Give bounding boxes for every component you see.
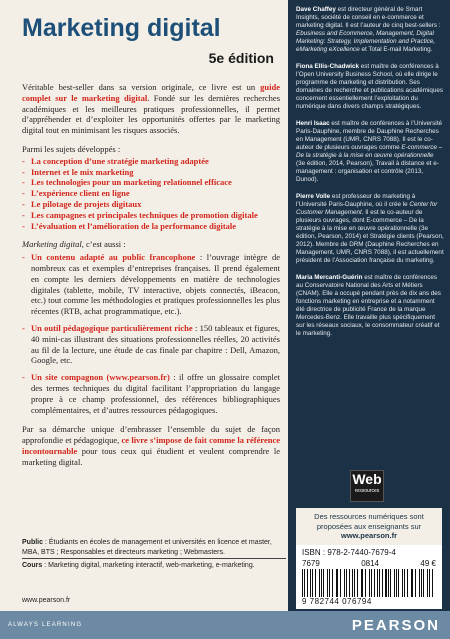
barcode-stripe [412, 569, 413, 597]
description [22, 82, 280, 476]
author-bio: Henri Isaac est maître de conférences à l’Université Paris-Dauphine, membre de Dauphine Recherches en Management (UMR, CNRS 7088). Il est le co-auteur de plusieurs ouvrages comme E-commerce – De la stratégie à la mise en œuvre opérationnelle (3e édition, 2014, Pearson), Travail à distance et e-management : organisation et contrôle (2013, Dunod). [296, 120, 443, 183]
cours-line: Cours : Marketing digital, marketing interactif, web-marketing, e-marketing. [22, 562, 255, 569]
author-name: Pierre Volle [296, 193, 331, 200]
book-title: Marketing digital [22, 14, 221, 42]
barcode-icon [302, 569, 436, 597]
barcode-stripe [374, 569, 375, 597]
intro-paragraph: Véritable best-seller dans sa version originale, ce livre est un guide complet sur le marketing digital. Fondé sur les dernières recherches académiques et les meilleures pratiques professionnelles, il permet d’appréhender et d’exploiter les opportunités offertes par le marketing digital tout en minimisant les risques associés. [22, 82, 281, 136]
barcode-stripe [336, 569, 337, 597]
feature-item: - Un site compagnon (www.pearson.fr) : il offre un glossaire complet des termes techniques du digital facilitant l’appropriation du langage propre à ce champ professionnel, des références bibliographiques complémentaires, et d’autres ressources pédagogiques. [22, 372, 280, 415]
author-name: Dave Chaffey [296, 6, 336, 13]
barcode-area [296, 545, 442, 609]
authors-panel [288, 0, 450, 611]
footer-tagline: ALWAYS LEARNING [8, 622, 83, 628]
author-bio: Fiona Ellis-Chadwick est maître de conférences à l’Open University Business School, où elle dirige le programme de marketing et distribution. Ses domaines de recherche et publications académiques concernent essentiellement l’exploitation du numérique dans divers champs stratégiques. [296, 63, 444, 110]
topic-item: - La conception d’une stratégie marketing adaptée [22, 156, 280, 167]
topic-item: - L’expérience client en ligne [22, 188, 280, 199]
barcode-stripe [302, 569, 303, 597]
barcode-stripe [329, 569, 331, 597]
topic-item: - L’évaluation et l’amélioration de la performance digitale [22, 221, 280, 232]
barcode-stripe [312, 569, 314, 597]
barcode-stripe [398, 569, 399, 597]
barcode-stripe [354, 569, 355, 597]
edition-label: 5e édition [208, 50, 274, 66]
barcode-stripe [407, 569, 408, 597]
barcode-stripe [421, 569, 422, 597]
isbn: ISBN : 978-2-7440-7679-4 [302, 548, 396, 557]
barcode-stripe [377, 569, 378, 597]
barcode-stripe [365, 569, 367, 597]
barcode-stripe [419, 569, 420, 597]
barcode-stripe [327, 569, 328, 597]
feature-item: - Un contenu adapté au public francophone : l’ouvrage intègre de nombreux cas et exemples d’entreprises françaises. Il prend également en compte les derniers développements en matière de technologies digitales (tablette, mobile, TV interactive, objets connectés, iBeacon, etc.) tout comme les méthodologies et pratiques professionnelles les plus récentes (RTB, achat programmatique, etc.). [22, 252, 280, 317]
author-bio: Dave Chaffey est directeur général de Smart Insights, société de conseil en e-commerce et marketing digital. Il est l’auteur de cinq best-sellers : Ebusiness and Ecommerce, Management, Digital Marketing: Strategy, Implementation and Practice, eMarketing eXcellence et Total E-mail Marketing. [296, 6, 441, 53]
barcode-stripe [388, 569, 389, 597]
barcode-stripe [404, 569, 406, 597]
also-intro: Marketing digital, c’est aussi : [22, 239, 126, 250]
barcode-stripe [429, 569, 430, 597]
topic-item: - Le pilotage de projets digitaux [22, 199, 280, 210]
barcode-stripe [307, 569, 308, 597]
barcode-stripe [319, 569, 320, 597]
barcode-stripe [411, 569, 412, 597]
topic-item: - Les technologies pour un marketing relationnel efficace [22, 177, 280, 188]
barcode-stripe [415, 569, 416, 597]
barcode-stripe [382, 569, 383, 597]
barcode-stripe [321, 569, 322, 597]
barcode-stripe [427, 569, 429, 597]
author-bio: Pierre Volle est professeur de marketing à l’Université Paris-Dauphine, où il crée le Center for Customer Management. Il est le co-auteur de plusieurs ouvrages, dont E-commerce – De la stratégie à la mise en œuvre opérationnelle (3e édition, Pearson, 2014) et Stratégie clients (Pearson, 2012). Membre de DRM (Dauphine Recherches en Management, UMR, CNRS 7088), il est actuellement président de l’Association française du marketing. [296, 193, 444, 264]
publisher-logo: PEARSON [351, 617, 440, 634]
web-resources-logo: Web ressources [350, 470, 384, 502]
author-name: Maria Mercanti-Guérin [296, 274, 363, 281]
price-code-line: 7679 0814 49 € [302, 559, 436, 568]
barcode-stripe [371, 569, 372, 597]
topics-list [22, 156, 280, 232]
barcode-stripe [332, 569, 333, 597]
footer-bar [0, 611, 450, 639]
barcode-stripe [340, 569, 341, 597]
barcode-stripe [432, 569, 433, 597]
ean-digits: 9 782744 076794 [302, 597, 372, 606]
barcode-stripe [344, 569, 346, 597]
barcode-stripe [349, 569, 350, 597]
barcode-stripe [323, 569, 324, 597]
barcode-stripe [352, 569, 353, 597]
barcode-stripe [361, 569, 362, 597]
barcode-stripe [394, 569, 395, 597]
topics-intro: Parmi les sujets développés : [22, 143, 121, 154]
barcode-stripe [379, 569, 380, 597]
author-name: Fiona Ellis-Chadwick [296, 63, 359, 70]
closing-paragraph: Par sa démarche unique d’embrasser l’ensemble du sujet de façon approfondie et pédagogique, ce livre s’impose de fait comme la référence incontournable pour tous ceux qui étudient et veulent comprendre le marketing digital. [22, 424, 281, 467]
publisher-website[interactable]: www.pearson.fr [22, 597, 71, 604]
author-name: Henri Isaac [296, 120, 330, 127]
audience-block [22, 538, 286, 571]
barcode-stripe [362, 569, 363, 597]
barcode-stripe [310, 569, 311, 597]
closing-highlight: ce livre s’impose de fait comme la référence incontournable [22, 435, 281, 456]
barcode-stripe [346, 569, 347, 597]
barcode-stripe [369, 569, 370, 597]
resources-notice: Des ressources numériques sont proposées aux enseignants sur www.pearson.fr [296, 508, 442, 545]
topic-item: - Internet et le mix marketing [22, 167, 280, 178]
barcode-stripe [423, 569, 424, 597]
topic-item: - Les campagnes et principales techniques de promotion digitale [22, 210, 280, 221]
barcode-stripe [304, 569, 305, 597]
intro-highlight: guide complet sur le marketing digital [22, 82, 280, 103]
barcode-stripe [402, 569, 403, 597]
price: 49 € [420, 559, 436, 568]
barcode-stripe [337, 569, 338, 597]
barcode-stripe [396, 569, 397, 597]
feature-item: - Un outil pédagogique particulièrement riche : 150 tableaux et figures, 40 mini-cas illustrant des situations professionnelles réelles, 20 activités au fil de la lecture, une étude de cas finale par chapitre : Dell, Amazon, Google, etc. [22, 322, 280, 366]
barcode-stripe [385, 569, 387, 597]
barcode-stripe [390, 569, 391, 597]
author-bio: Maria Mercanti-Guérin est maître de conférences au Conservatoire National des Arts et Métiers (CNAM). Elle a occupé pendant près de dix ans des fonctions marketing en entreprise et a notamment été directrice de publicité France de la marque Mercedes-Benz. Elle travaille plus spécifiquement sur les réseaux sociaux, le consommateur créatif et le marketing. [296, 274, 441, 337]
barcode-stripe [357, 569, 358, 597]
barcode-stripe [315, 569, 316, 597]
public-line: Public : Étudiants en écoles de management et universités en licence et master, MBA, BTS ; Responsables et directeurs marketing ; Webmasters. [22, 538, 286, 559]
resources-link[interactable]: www.pearson.fr [341, 531, 397, 540]
